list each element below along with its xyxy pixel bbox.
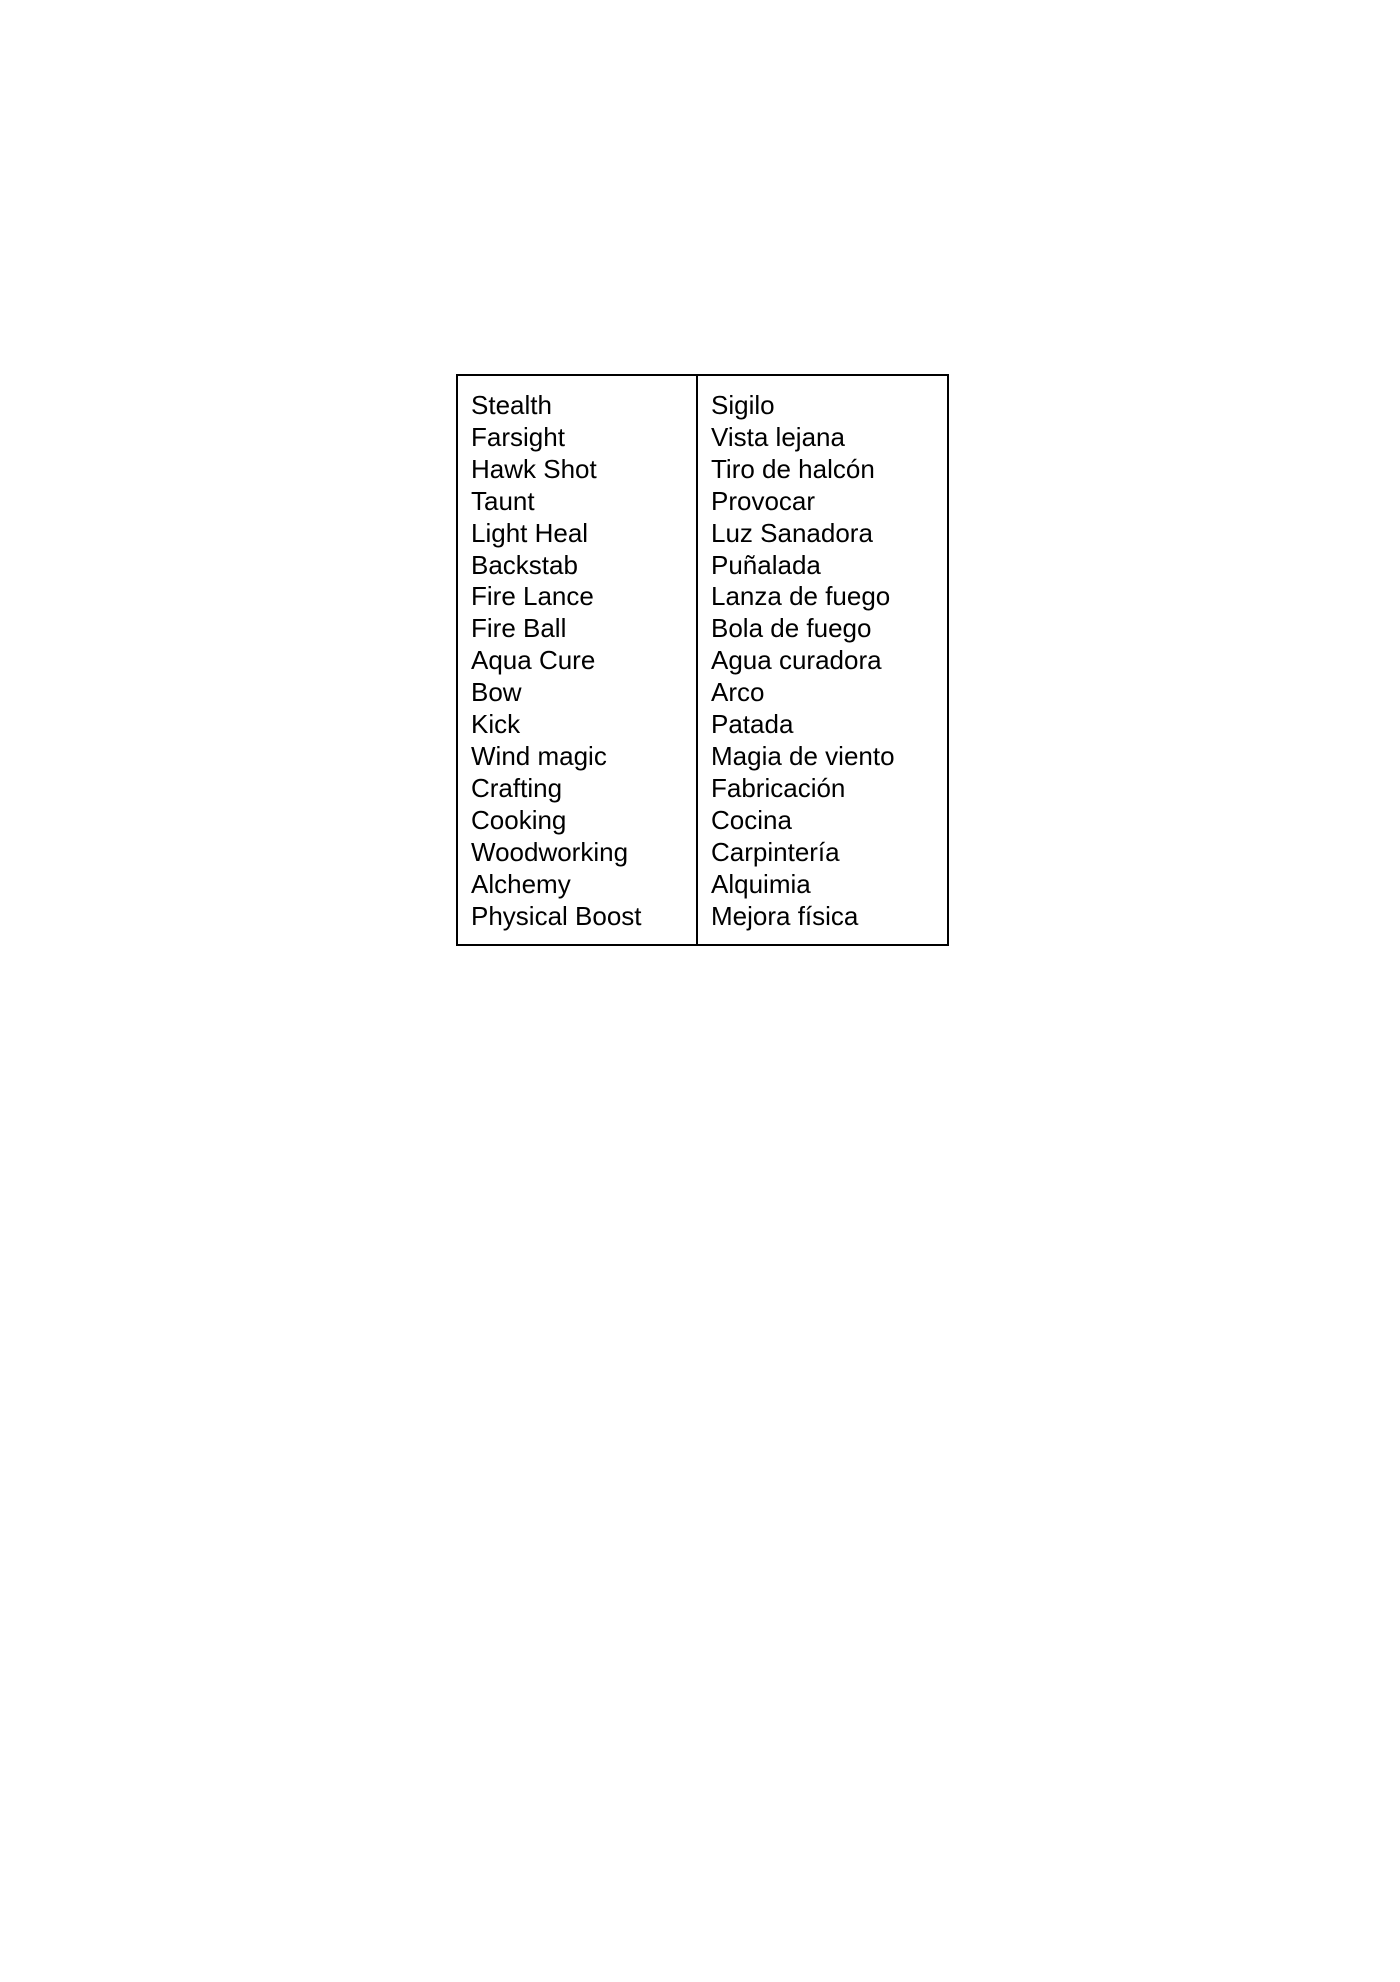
table-row [457,375,948,945]
spanish-term: Lanza de fuego [711,581,891,612]
english-term: Alchemy [471,868,571,899]
spanish-term: Carpintería [711,836,840,867]
spanish-term: Alquimia [711,868,811,899]
spanish-term: Vista lejana [711,421,845,452]
english-term: Farsight [471,421,565,452]
spanish-term: Tiro de halcón [711,453,875,484]
spanish-term: Puñalada [711,549,821,580]
english-term: Woodworking [471,836,629,867]
spanish-term: Fabricación [711,772,846,803]
spanish-terms-column [697,375,948,945]
english-term: Fire Ball [471,613,567,644]
english-term: Fire Lance [471,581,594,612]
english-term: Stealth [471,390,552,420]
english-term: Bow [471,677,522,708]
spanish-term: Magia de viento [711,740,895,771]
spanish-term: Agua curadora [711,645,882,676]
english-term: Wind magic [471,740,607,771]
spanish-term: Provocar [711,485,816,516]
english-term: Taunt [471,485,535,516]
english-term: Physical Boost [471,900,642,931]
spanish-term: Arco [711,677,765,708]
spanish-term: Patada [711,709,794,740]
english-terms-column [457,375,697,945]
english-term: Aqua Cure [471,645,596,676]
skill-glossary-table [456,374,949,946]
english-term: Hawk Shot [471,453,597,484]
english-term: Light Heal [471,517,589,548]
spanish-term: Sigilo [711,390,775,420]
spanish-term: Luz Sanadora [711,517,873,548]
english-term: Crafting [471,772,563,803]
spanish-term: Cocina [711,804,792,835]
english-term: Cooking [471,804,567,835]
spanish-term: Bola de fuego [711,613,872,644]
english-term: Kick [471,709,521,740]
english-term: Backstab [471,549,578,580]
spanish-term: Mejora física [711,900,859,931]
